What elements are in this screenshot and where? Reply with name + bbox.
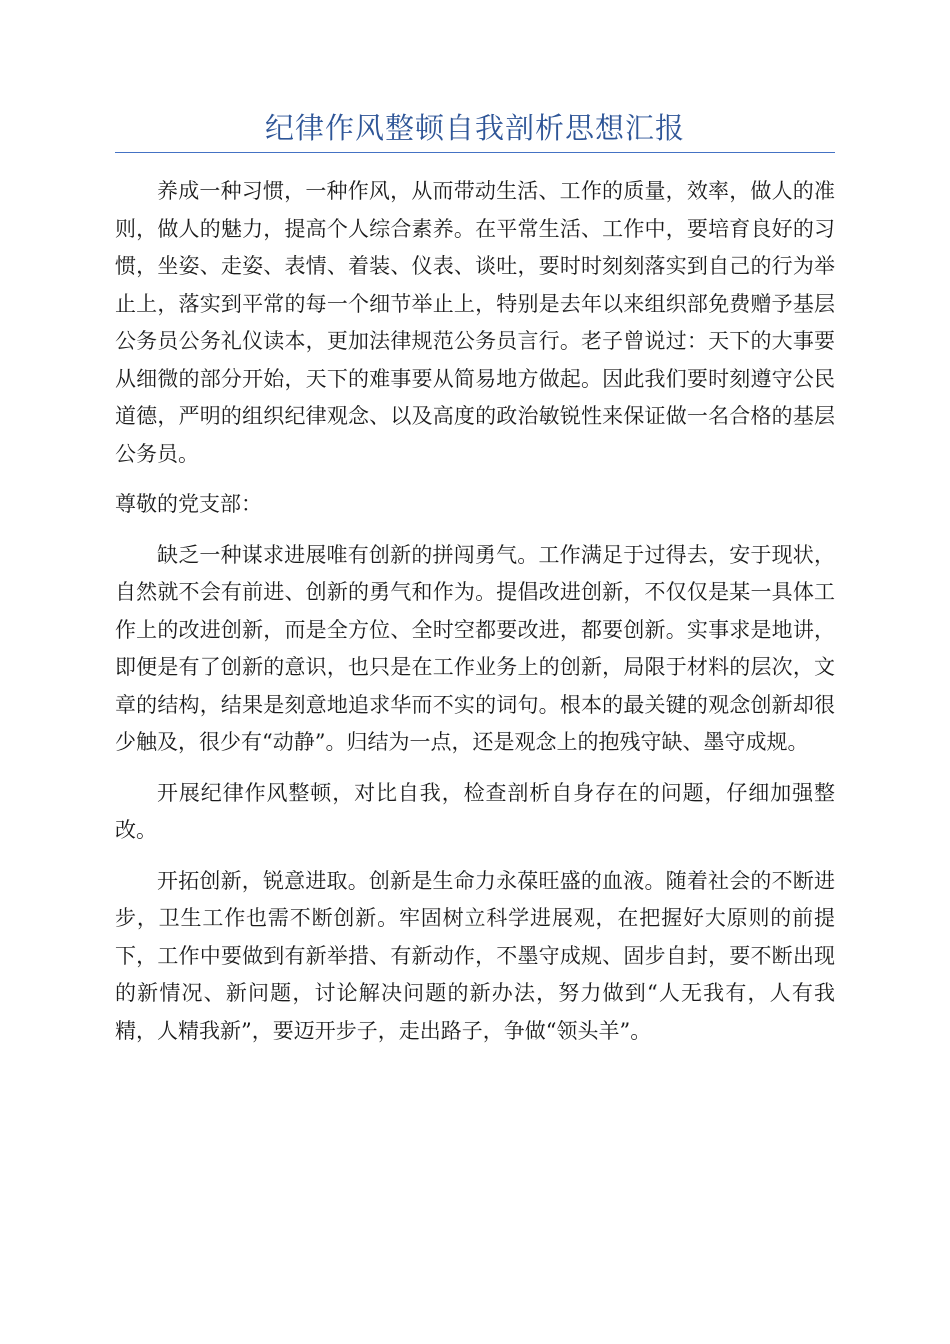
salutation: 尊敬的党支部： (115, 492, 262, 516)
document-page (115, 108, 835, 1063)
document-title: 纪律作风整顿自我剖析思想汇报 (115, 108, 835, 153)
paragraph-2: 缺乏一种谋求进展唯有创新的拼闯勇气。工作满足于过得去，安于现状，自然就不会有前进、创新的勇气和作为。提倡改进创新，不仅仅是某一具体工作上的改进创新，而是全方位、全时空都要改进，都要创新。实事求是地讲，即便是有了创新的意识，也只是在工作业务上的创新，局限于材料的层次，文章的结构，结果是刻意地追求华而不实的词句。根本的最关键的观念创新却很少触及，很少有“动静”。归结为一点，还是观念上的抱残守缺、墨守成规。 (115, 542, 835, 754)
document-body (115, 173, 835, 1050)
paragraph-3: 开展纪律作风整顿，对比自我，检查剖析自身存在的问题，仔细加强整改。 (115, 780, 835, 842)
paragraph-1: 养成一种习惯，一种作风，从而带动生活、工作的质量，效率，做人的准则，做人的魅力，提高个人综合素养。在平常生活、工作中，要培育良好的习惯，坐姿、走姿、表情、着装、仪表、谈吐，要时时刻刻落实到自己的行为举止上，落实到平常的每一个细节举止上，特别是去年以来组织部免费赠予基层公务员公务礼仪读本，更加法律规范公务员言行。老子曾说过：天下的大事要从细微的部分开始，天下的难事要从简易地方做起。因此我们要时刻遵守公民道德，严明的组织纪律观念、以及高度的政治敏锐性来保证做一名合格的基层公务员。 (115, 179, 835, 466)
paragraph-4: 开拓创新，锐意进取。创新是生命力永葆旺盛的血液。随着社会的不断进步，卫生工作也需不断创新。牢固树立科学进展观，在把握好大原则的前提下，工作中要做到有新举措、有新动作，不墨守成规、固步自封，要不断出现的新情况、新问题，讨论解决问题的新办法，努力做到“人无我有，人有我精，人精我新”，要迈开步子，走出路子，争做“领头羊”。 (115, 868, 835, 1043)
